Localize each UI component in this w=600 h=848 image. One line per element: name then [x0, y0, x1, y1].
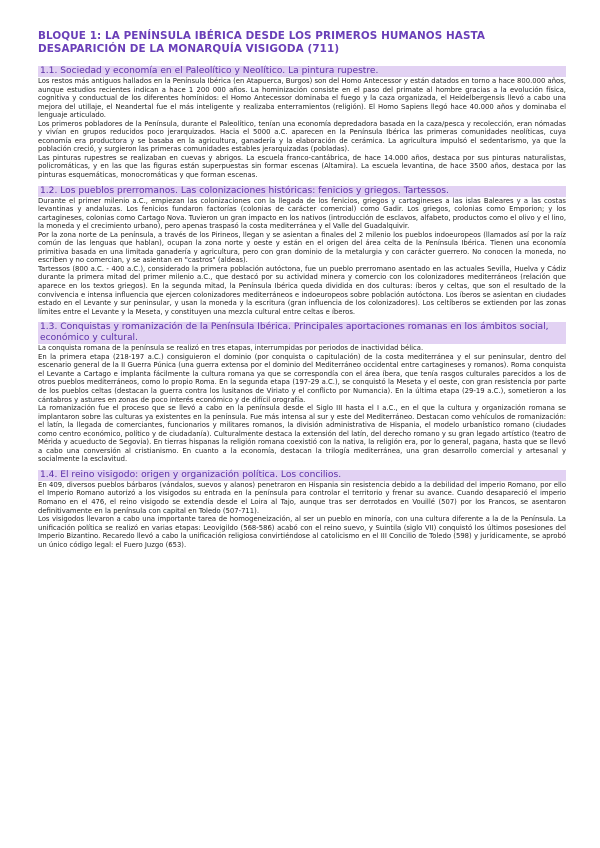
paragraph: En la primera etapa (218-197 a.C.) consiguieron el dominio (por conquista o capitulación) de la costa mediterránea y el sur peninsular, dentro del escenario general de la II Guerra Púnica (una guerra extensa por el dominio del Mediterráneo occidental entre cartagineses y romanos). Roma conquista el Levante a Cartago e implanta fácilmente la cultura romana ya que se correspondía con el área íbera, que tenía rasgos culturales parecidos a los de otros pueblos mediterráneos, como lo propio Roma. En la segunda etapa (197-29 a.C.), se conquistó la Meseta y el oeste, con gran resistencia por parte de los pueblos celtas (destacan la guerra contra los lusitanos de Viriato y el conflicto por Numancia). En la última etapa (29-19 a.C.), sometieron a los cántabros y astures en zonas de poco interés económico y de difícil orografía. [38, 352, 566, 404]
paragraph: Tartessos (800 a.C. - 400 a.C.), considerado la primera población autóctona, fue un pueblo prerromano asentado en las actuales Sevilla, Huelva y Cádiz durante la primera mitad del primer milenio a.C., que destacó por su actividad minera y comercio con los colonizadores mediterráneos (relación que aparece en los textos griegos). En la segunda mitad, la Península Ibérica queda dividida en dos culturas: íberos y celtas, que son el resultado de la convivencia e intensa influencia que ejercen colonizadores mediterráneos e indoeuropeos sobre población autóctona. Los íberos se asientan en ciudades estado en el Levante y sur peninsular, y usan la moneda y la escritura (gran influencia de los colonizadores). Los celtíberos se extienden por las zonas límites entre el Levante y la Meseta, y constituyen una mezcla cultural entre celtas e íberos. [38, 264, 566, 316]
paragraph: Los visigodos llevaron a cabo una importante tarea de homogeneización, al ser un pueblo en minoría, con una cultura diferente a la de la Península. La unificación política se realizó en varias etapas: Leovigildo (568-586) acabó con el reino suevo, y Suintila (siglo VII) conquistó los últimos posesiones del Imperio Bizantino. Recaredo llevó a cabo la unificación religiosa convirtiéndose al catolicismo en el III Concilio de Toledo (598) y jurídicamente, se aprobó un único código legal: el Fuero Juzgo (653). [38, 515, 566, 549]
section-1-1 [38, 66, 566, 180]
paragraph: En 409, diversos pueblos bárbaros (vándalos, suevos y alanos) penetraron en Hispania sin resistencia debido a la debilidad del imperio Romano, por ello el Imperio Romano autorizó a los visigodos su entrada en la península para controlar el territorio y frenar su avance. Cuando desapareció el imperio Romano en el 476, el reino visigodo se extendía desde el Loira al Tajo, aunque tras ser derrotados en Vouillé (507) por los Francos, se asentaron definitivamente en la península con capital en Toledo (507-711). [38, 480, 566, 515]
paragraph: Los primeros pobladores de la Península, durante el Paleolítico, tenían una economía depredadora basada en la caza/pesca y recolección, eran nómadas y vivían en grupos reducidos poco jerarquizados. Hacia el 5000 a.C. aparecen en la Península Ibérica las primeras comunidades neolíticas, cuya economía era productora y se basaba en la agricultura, ganadería y la elaboración de cerámica. La agricultura impulsó el sedentarismo, ya que la población creció, y surgieron las primeras comunidades estables jerarquizadas (pobladas). [38, 119, 566, 154]
section-heading: 1.3. Conquistas y romanización de la Península Ibérica. Principales aportaciones romanas en los ámbitos social, económico y cultural. [38, 322, 566, 344]
document-title: BLOQUE 1: LA PENÍNSULA IBÉRICA DESDE LOS PRIMEROS HUMANOS HASTA DESAPARICIÓN DE LA MONARQUÍA VISIGODA (711) [38, 30, 486, 55]
paragraph: Durante el primer milenio a.C., empiezan las colonizaciones con la llegada de los fenicios, griegos y cartagineses a las islas Baleares y a las costas levantinas y andaluzas. Los fenicios fundaron factorías (colonias de carácter comercial) como Gadir. Los griegos, colonias como Emporion; y los cartagineses, colonias como Cartago Nova. Tuvieron un gran impacto en los nativos (introducción de esclavos, alfabeto, productos como el olivo y el lino, la moneda y el crecimiento urbano), pero apenas traspasó la costa mediterránea y el Valle del Guadalquivir. [38, 196, 566, 231]
section-1-4 [38, 470, 566, 549]
section-1-3 [38, 322, 566, 464]
section-heading: 1.2. Los pueblos prerromanos. Las colonizaciones históricas: fenicios y griegos. Tartessos. [38, 186, 566, 197]
section-1-2 [38, 186, 566, 317]
paragraph: Los restos más antiguos hallados en la Península Ibérica (en Atapuerca, Burgos) son del Homo Antecessor y están datados en torno a hace 800.000 años, aunque estudios recientes indican a hace 1 200 000 años. La hominización consiste en el paso del primate al hombre gracias a la evolución física, cognitiva y conductual de los diferentes homínidos: el Homo Antecessor dominaba el fuego y la caza organizada, el Heidelbergensis llevó a cabo una mejora del utillaje, el Neandertal fue el más inteligente y realizaba enterramientos (religión). El Homo Sapiens llegó hace 40.000 años y dominaba el lenguaje articulado. [38, 77, 566, 120]
paragraph: La conquista romana de la península se realizó en tres etapas, interrumpidas por periodos de inactividad bélica. [38, 344, 424, 353]
section-heading: 1.4. El reino visigodo: origen y organización política. Los concilios. [38, 470, 566, 481]
section-heading: 1.1. Sociedad y economía en el Paleolítico y Neolítico. La pintura rupestre. [38, 66, 566, 77]
paragraph: Por la zona norte de La península, a través de los Pirineos, llegan y se asientan a finales del 2 milenio los pueblos indoeuropeos (llamados así por la raíz común de las lenguas que hablan), ocupan la zona norte y oeste y están en el origen del área celta de la Península Ibérica. Tienen una economía primitiva basada en una limitada ganadería y agricultura, pero con gran dominio de la metalurgia y con carácter guerrero. No conocen la moneda, no escriben y no comercian, y se asientan en "castros" (aldeas). [38, 230, 566, 265]
paragraph: La romanización fue el proceso que se llevó a cabo en la península desde el Siglo III hasta el I a.C., en el que la cultura y organización romana se implantaron sobre las culturas ya existentes en la península. Fue más intensa al sur y este del Mediterráneo. Destacan como vehículos de romanización: el latín, la llegada de comerciantes, funcionarios y militares romanos, la división administrativa de Hispania, el modelo urbanístico romano (ciudades como centro económico, político y de ciudadanía). Culturalmente destaca la extensión del latín, del derecho romano y su gran legado artístico (teatro de Mérida y acueducto de Segovia). En tierras hispanas la religión romana coexistió con la nativa, la religión era, por lo general, pagana, hasta que se llevó a cabo una conversión al cristianismo. En cuanto a la economía, destacan la trilogía mediterránea, una gran desarrollo comercial y artesanal y socialmente la esclavitud. [38, 404, 566, 464]
paragraph: Las pinturas rupestres se realizaban en cuevas y abrigos. La escuela franco-cantábrica, de hace 14.000 años, destaca por sus pinturas naturalistas, policromáticas, y en las que las figuras están superpuestas sin formar escenas (Altamira). La escuela levantina, de hace 3500 años, destaca por las pinturas esquemáticas, monocromáticas y que forman escenas. [38, 153, 566, 180]
